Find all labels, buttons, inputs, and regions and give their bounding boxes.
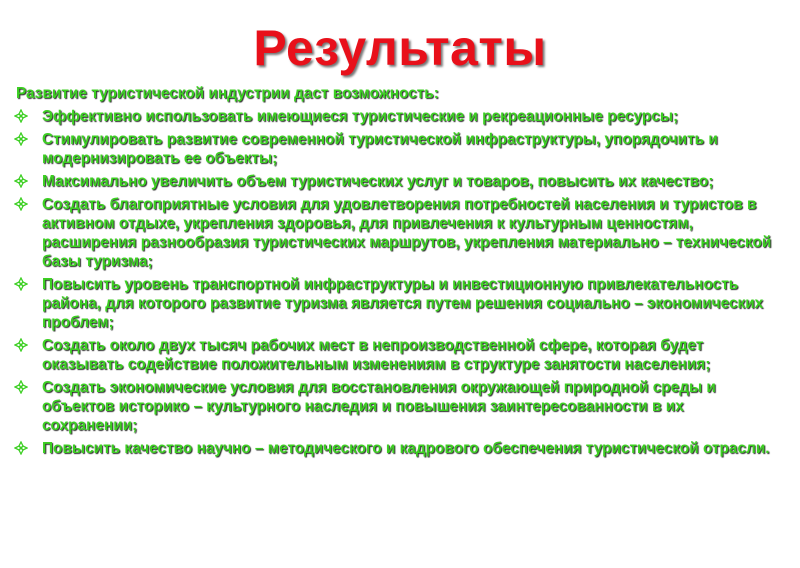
slide-title: Результаты	[253, 20, 547, 76]
list-item	[12, 107, 782, 126]
diamond-bullet-icon	[14, 277, 28, 291]
list-item	[12, 172, 782, 191]
list-item	[12, 336, 782, 374]
intro-text: Развитие туристической индустрии даст возможность:	[16, 85, 439, 102]
diamond-bullet-icon	[14, 174, 28, 188]
diamond-bullet-icon	[14, 380, 28, 394]
list-item-text: Создать благоприятные условия для удовлетворения потребностей населения и туристов в активном отдыхе, укрепления здоровья, для привлечения к культурным ценностям, расширения разнообразия туристических маршрутов, укрепления материально – технической базы туризма;	[42, 196, 772, 270]
list-item-text: Стимулировать развитие современной туристической инфраструктуры, упорядочить и модернизировать ее объекты;	[42, 131, 718, 167]
list-item	[12, 275, 782, 332]
diamond-bullet-icon	[14, 338, 28, 352]
diamond-bullet-icon	[14, 441, 28, 455]
slide-content	[12, 84, 782, 462]
diamond-bullet-icon	[14, 132, 28, 146]
list-item-text: Создать около двух тысяч рабочих мест в непроизводственной сфере, которая будет оказывать содействие положительным изменениям в структуре занятости населения;	[42, 337, 711, 373]
list-item-text: Создать экономические условия для восстановления окружающей природной среды и объектов историко – культурного наследия и повышения заинтересованности в их сохранении;	[42, 379, 716, 434]
list-item	[12, 439, 782, 458]
list-item-text: Повысить качество научно – методического и кадрового обеспечения туристической отрасли.	[42, 440, 770, 457]
list-item	[12, 195, 782, 271]
list-item	[12, 130, 782, 168]
diamond-bullet-icon	[14, 197, 28, 211]
diamond-bullet-icon	[14, 109, 28, 123]
bullet-list	[12, 107, 782, 458]
list-item	[12, 378, 782, 435]
list-item-text: Повысить уровень транспортной инфраструктуры и инвестиционную привлекательность района, для которого развитие туризма является путем решения социально – экономических проблем;	[42, 276, 764, 331]
list-item-text: Эффективно использовать имеющиеся туристические и рекреационные ресурсы;	[42, 108, 679, 125]
list-item-text: Максимально увеличить объем туристических услуг и товаров, повысить их качество;	[42, 173, 714, 190]
